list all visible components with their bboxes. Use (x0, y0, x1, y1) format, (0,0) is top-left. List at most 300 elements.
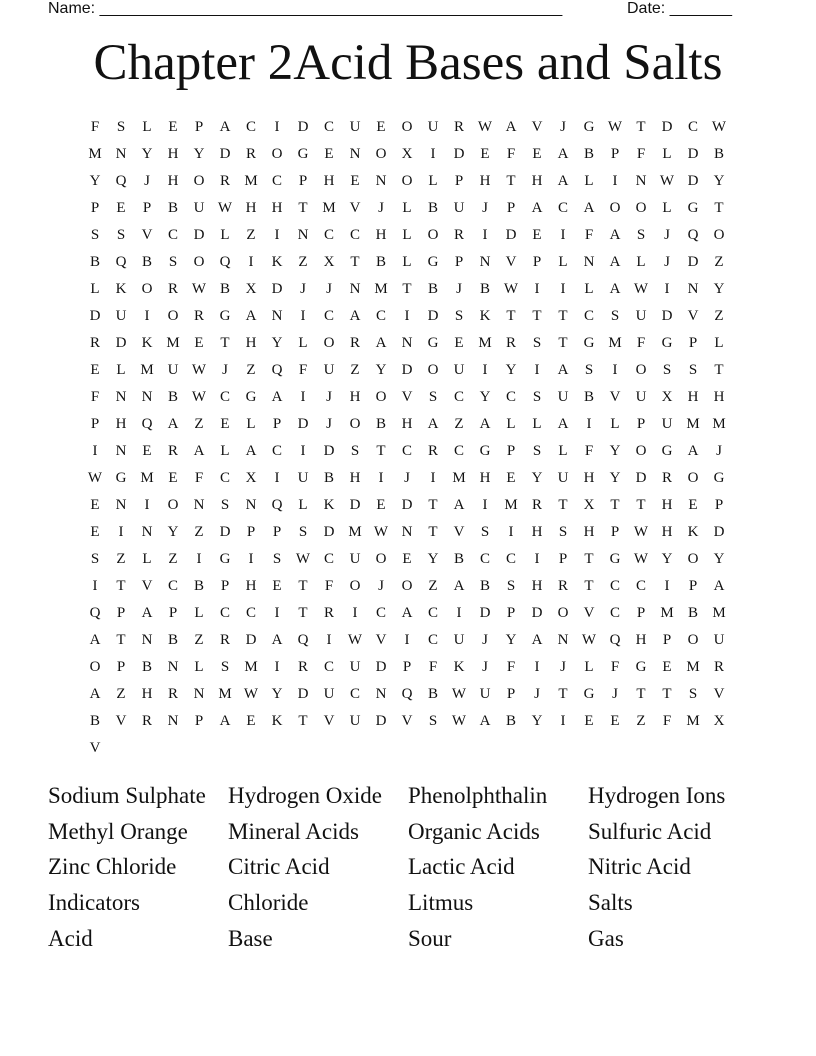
grid-letter: L (532, 416, 542, 432)
grid-letter: I (612, 173, 618, 189)
grid-letter: F (636, 146, 646, 162)
grid-letter: C (557, 200, 568, 216)
grid-letter: E (610, 713, 620, 729)
grid-letter: M (244, 659, 258, 675)
grid-letter: W (191, 362, 207, 378)
grid-letter: P (506, 443, 516, 459)
grid-letter: Z (194, 416, 204, 432)
grid-letter: A (453, 497, 465, 513)
grid-letter: F (610, 659, 620, 675)
grid-letter: H (115, 416, 127, 432)
grid-letter: I (196, 551, 202, 567)
grid-letter: L (584, 173, 594, 189)
grid-letter: L (142, 119, 152, 135)
grid-letter: J (482, 632, 488, 648)
grid-letter: F (506, 146, 516, 162)
grid-letter: D (713, 524, 725, 540)
grid-letter: T (584, 578, 594, 594)
grid-letter: G (219, 308, 231, 324)
grid-letter: Y (609, 443, 621, 459)
grid-letter: D (401, 362, 413, 378)
grid-letter: V (401, 389, 413, 405)
grid-letter: N (375, 173, 387, 189)
grid-letter: N (167, 713, 179, 729)
grid-letter: U (453, 362, 465, 378)
grid-letter: P (662, 632, 672, 648)
grid-letter: G (115, 470, 127, 486)
word-bank-item: Mineral Acids (228, 818, 359, 844)
grid-letter: N (479, 254, 491, 270)
grid-letter: G (713, 470, 725, 486)
grid-letter: P (246, 524, 256, 540)
grid-letter: U (661, 416, 673, 432)
grid-letter: U (323, 362, 335, 378)
grid-letter: X (401, 146, 413, 162)
grid-letter: V (115, 713, 127, 729)
grid-letter: I (508, 524, 514, 540)
grid-letter: Y (713, 173, 725, 189)
grid-letter: W (633, 524, 649, 540)
grid-letter: P (194, 713, 204, 729)
grid-letter: D (505, 227, 517, 243)
grid-letter: L (194, 605, 204, 621)
grid-letter: O (375, 551, 387, 567)
grid-letter: W (243, 686, 259, 702)
grid-letter: W (607, 119, 623, 135)
grid-letter: Q (89, 605, 101, 621)
grid-letter: C (323, 551, 334, 567)
grid-letter: I (456, 605, 462, 621)
grid-letter: N (115, 443, 127, 459)
grid-letter: M (166, 335, 180, 351)
grid-letter: D (531, 605, 543, 621)
grid-letter: H (479, 173, 491, 189)
grid-letter: O (401, 119, 413, 135)
grid-letter: K (453, 659, 465, 675)
word-bank (48, 778, 768, 956)
grid-letter: L (714, 335, 724, 351)
grid-letter: L (90, 281, 100, 297)
grid-letter: O (89, 659, 101, 675)
grid-letter: M (348, 524, 362, 540)
grid-letter: N (115, 497, 127, 513)
grid-letter: L (584, 659, 594, 675)
grid-letter: T (350, 254, 360, 270)
grid-letter: U (479, 686, 491, 702)
grid-letter: N (271, 308, 283, 324)
grid-letter: L (662, 200, 672, 216)
grid-letter: H (531, 173, 543, 189)
grid-letter: O (609, 200, 621, 216)
grid-letter: R (245, 146, 256, 162)
grid-letter: G (583, 119, 595, 135)
grid-letter: D (479, 605, 491, 621)
grid-letter: B (219, 281, 230, 297)
grid-letter: P (402, 659, 412, 675)
word-bank-item: Salts (588, 890, 633, 916)
grid-letter: D (661, 308, 673, 324)
grid-letter: S (532, 335, 542, 351)
grid-letter: L (558, 254, 568, 270)
grid-letter: T (220, 335, 230, 351)
grid-letter: N (193, 686, 205, 702)
grid-letter: R (297, 659, 308, 675)
word-bank-item: Chloride (228, 890, 309, 916)
grid-letter: P (220, 578, 230, 594)
grid-letter: M (686, 713, 700, 729)
grid-letter: D (635, 470, 647, 486)
grid-letter: C (245, 119, 256, 135)
grid-letter: R (167, 686, 178, 702)
grid-letter: V (141, 578, 153, 594)
grid-letter: J (664, 227, 670, 243)
grid-letter: B (89, 254, 100, 270)
grid-letter: Y (167, 524, 179, 540)
grid-letter: A (557, 173, 569, 189)
grid-letter: M (452, 470, 466, 486)
grid-letter: M (478, 335, 492, 351)
grid-letter: E (220, 416, 230, 432)
grid-letter: D (349, 497, 361, 513)
grid-letter: C (609, 578, 620, 594)
grid-letter: T (558, 686, 568, 702)
grid-letter: P (506, 686, 516, 702)
grid-letter: V (401, 713, 413, 729)
grid-letter: B (141, 254, 152, 270)
grid-letter: D (687, 173, 699, 189)
name-field: Name: ____________________________________________________ (48, 0, 563, 17)
grid-letter: I (430, 146, 436, 162)
grid-letter: Q (687, 227, 699, 243)
grid-letter: G (297, 146, 309, 162)
grid-letter: L (220, 227, 230, 243)
grid-letter: M (686, 659, 700, 675)
grid-letter: A (349, 308, 361, 324)
grid-letter: C (167, 227, 178, 243)
grid-letter: Z (428, 578, 438, 594)
grid-letter: R (219, 632, 230, 648)
grid-letter: B (427, 200, 438, 216)
grid-letter: W (633, 281, 649, 297)
grid-letter: Z (246, 227, 256, 243)
grid-letter: G (583, 686, 595, 702)
word-bank-item: Sour (408, 925, 452, 951)
grid-letter: A (167, 416, 179, 432)
grid-letter: C (375, 308, 386, 324)
grid-letter: T (558, 308, 568, 324)
grid-letter: S (116, 119, 126, 135)
grid-letter: E (480, 146, 490, 162)
grid-letter: W (633, 551, 649, 567)
grid-letter: I (612, 362, 618, 378)
grid-letter: D (297, 686, 309, 702)
grid-letter: J (560, 119, 566, 135)
grid-letter: P (142, 200, 152, 216)
grid-letter: Q (271, 497, 283, 513)
grid-letter: O (687, 470, 699, 486)
grid-letter: E (532, 227, 542, 243)
grid-letter: A (401, 605, 413, 621)
grid-letter: B (427, 281, 438, 297)
grid-letter: D (323, 524, 335, 540)
grid-letter: Y (505, 362, 517, 378)
grid-letter: Z (194, 524, 204, 540)
grid-letter: U (349, 713, 361, 729)
grid-letter: I (300, 389, 306, 405)
grid-letter: C (453, 389, 464, 405)
grid-letter: S (532, 443, 542, 459)
grid-letter: S (116, 227, 126, 243)
grid-letter: G (635, 659, 647, 675)
grid-letter: U (635, 389, 647, 405)
word-bank-item: Base (228, 925, 273, 951)
grid-letter: T (636, 497, 646, 513)
grid-letter: P (714, 497, 724, 513)
grid-letter: O (141, 281, 153, 297)
grid-letter: H (713, 389, 725, 405)
grid-letter: M (322, 200, 336, 216)
grid-letter: I (248, 551, 254, 567)
grid-letter: U (713, 632, 725, 648)
grid-letter: L (220, 443, 230, 459)
grid-letter: O (193, 173, 205, 189)
grid-letter: I (482, 227, 488, 243)
grid-letter: Y (271, 686, 283, 702)
grid-letter: L (506, 416, 516, 432)
grid-letter: I (274, 227, 280, 243)
date-field: Date: _______ (627, 0, 732, 17)
grid-letter: E (402, 551, 412, 567)
grid-letter: M (374, 281, 388, 297)
grid-letter: C (479, 551, 490, 567)
grid-letter: V (531, 119, 543, 135)
grid-letter: W (87, 470, 103, 486)
grid-letter: P (558, 551, 568, 567)
grid-letter: F (636, 335, 646, 351)
grid-letter: D (427, 308, 439, 324)
grid-letter: F (506, 659, 516, 675)
grid-letter: R (193, 308, 204, 324)
grid-letter: B (375, 416, 386, 432)
grid-letter: J (300, 281, 306, 297)
grid-letter: C (349, 227, 360, 243)
grid-letter: L (402, 227, 412, 243)
grid-letter: S (454, 308, 464, 324)
grid-letter: I (482, 362, 488, 378)
grid-letter: D (271, 281, 283, 297)
grid-letter: M (504, 497, 518, 513)
grid-letter: L (194, 659, 204, 675)
grid-letter: H (375, 227, 387, 243)
grid-letter: N (167, 659, 179, 675)
grid-letter: E (376, 119, 386, 135)
grid-letter: N (349, 281, 361, 297)
grid-letter: T (662, 686, 672, 702)
grid-letter: M (218, 686, 232, 702)
grid-letter: P (688, 578, 698, 594)
grid-letter: E (168, 119, 178, 135)
grid-letter: L (558, 443, 568, 459)
grid-letter: P (116, 659, 126, 675)
grid-letter: C (427, 632, 438, 648)
grid-letter: O (635, 362, 647, 378)
grid-letter: W (217, 200, 233, 216)
grid-letter: V (453, 524, 465, 540)
grid-letter: C (323, 308, 334, 324)
grid-letter: X (661, 389, 673, 405)
grid-letter: T (636, 119, 646, 135)
grid-letter: S (688, 362, 698, 378)
grid-letter: O (427, 362, 439, 378)
grid-letter: I (664, 578, 670, 594)
grid-letter: E (584, 713, 594, 729)
word-bank-item: Citric Acid (228, 854, 330, 880)
grid-letter: I (352, 605, 358, 621)
grid-letter: T (428, 497, 438, 513)
grid-letter: C (401, 443, 412, 459)
grid-letter: E (454, 335, 464, 351)
grid-letter: U (193, 200, 205, 216)
grid-letter: D (297, 416, 309, 432)
grid-letter: T (610, 497, 620, 513)
grid-letter: N (687, 281, 699, 297)
grid-letter: S (584, 362, 594, 378)
grid-letter: V (713, 686, 725, 702)
grid-letter: T (532, 308, 542, 324)
grid-letter: O (167, 308, 179, 324)
grid-letter: D (219, 524, 231, 540)
grid-letter: A (375, 335, 387, 351)
grid-letter: U (349, 659, 361, 675)
grid-letter: L (246, 416, 256, 432)
grid-letter: E (246, 713, 256, 729)
grid-letter: I (144, 497, 150, 513)
grid-letter: W (373, 524, 389, 540)
word-bank-item: Sodium Sulphate (48, 783, 206, 808)
grid-letter: R (427, 443, 438, 459)
grid-letter: D (89, 308, 101, 324)
grid-letter: W (477, 119, 493, 135)
grid-letter: U (349, 119, 361, 135)
grid-letter: T (506, 308, 516, 324)
grid-letter: C (427, 605, 438, 621)
grid-letter: J (144, 173, 150, 189)
grid-letter: N (557, 632, 569, 648)
grid-letter: E (532, 146, 542, 162)
grid-letter: V (141, 227, 153, 243)
grid-letter: T (298, 605, 308, 621)
grid-letter: N (115, 146, 127, 162)
grid-letter: Q (609, 632, 621, 648)
word-bank-item: Litmus (408, 890, 474, 916)
grid-letter: Z (714, 308, 724, 324)
grid-letter: P (272, 416, 282, 432)
grid-letter: O (687, 551, 699, 567)
grid-letter: P (454, 173, 464, 189)
grid-letter: L (298, 335, 308, 351)
grid-letter: N (193, 497, 205, 513)
word-bank-item: Acid (48, 925, 93, 951)
grid-letter: C (323, 119, 334, 135)
grid-letter: V (583, 605, 595, 621)
grid-letter: Z (636, 713, 646, 729)
grid-letter: K (141, 335, 153, 351)
grid-letter: F (194, 470, 204, 486)
grid-letter: T (584, 551, 594, 567)
grid-letter: Z (116, 551, 126, 567)
grid-letter: S (636, 227, 646, 243)
grid-letter: A (453, 578, 465, 594)
grid-letter: M (712, 416, 726, 432)
word-bank-item: Nitric Acid (588, 854, 691, 880)
grid-letter: K (479, 308, 491, 324)
grid-letter: C (349, 686, 360, 702)
grid-letter: B (167, 632, 178, 648)
grid-letter: O (401, 578, 413, 594)
grid-letter: P (194, 119, 204, 135)
grid-letter: S (220, 497, 230, 513)
grid-letter: B (375, 254, 386, 270)
grid-letter: I (664, 281, 670, 297)
grid-letter: D (193, 227, 205, 243)
grid-letter: G (661, 335, 673, 351)
grid-letter: M (140, 470, 154, 486)
grid-letter: G (609, 551, 621, 567)
grid-letter: B (479, 578, 490, 594)
page-title: Chapter 2Acid Bases and Salts (93, 35, 723, 91)
grid-letter: O (401, 173, 413, 189)
grid-letter: C (505, 389, 516, 405)
grid-letter: T (714, 200, 724, 216)
grid-letter: E (662, 659, 672, 675)
word-bank-item: Hydrogen Oxide (228, 783, 382, 808)
grid-letter: H (531, 524, 543, 540)
grid-letter: U (349, 551, 361, 567)
grid-letter: R (141, 713, 152, 729)
grid-letter: F (324, 578, 334, 594)
grid-letter: F (428, 659, 438, 675)
grid-letter: U (323, 686, 335, 702)
grid-letter: A (219, 713, 231, 729)
grid-letter: Y (531, 470, 543, 486)
grid-letter: K (323, 497, 335, 513)
grid-letter: I (300, 443, 306, 459)
word-bank-item: Phenolphthalin (408, 783, 548, 808)
grid-letter: Z (168, 551, 178, 567)
grid-letter: A (557, 362, 569, 378)
grid-letter: H (583, 470, 595, 486)
grid-letter: Q (271, 362, 283, 378)
grid-letter: R (505, 335, 516, 351)
grid-letter: T (558, 497, 568, 513)
grid-letter: J (378, 200, 384, 216)
grid-letter: X (583, 497, 595, 513)
grid-letter: A (245, 443, 257, 459)
grid-letter: Y (427, 551, 439, 567)
grid-letter: L (116, 362, 126, 378)
grid-letter: N (349, 146, 361, 162)
grid-letter: N (115, 389, 127, 405)
grid-letter: U (635, 308, 647, 324)
grid-letter: P (636, 416, 646, 432)
grid-letter: L (428, 173, 438, 189)
grid-letter: N (141, 389, 153, 405)
grid-letter: Q (141, 416, 153, 432)
grid-letter: I (144, 308, 150, 324)
grid-letter: O (349, 578, 361, 594)
grid-letter: D (297, 119, 309, 135)
grid-letter: I (326, 632, 332, 648)
